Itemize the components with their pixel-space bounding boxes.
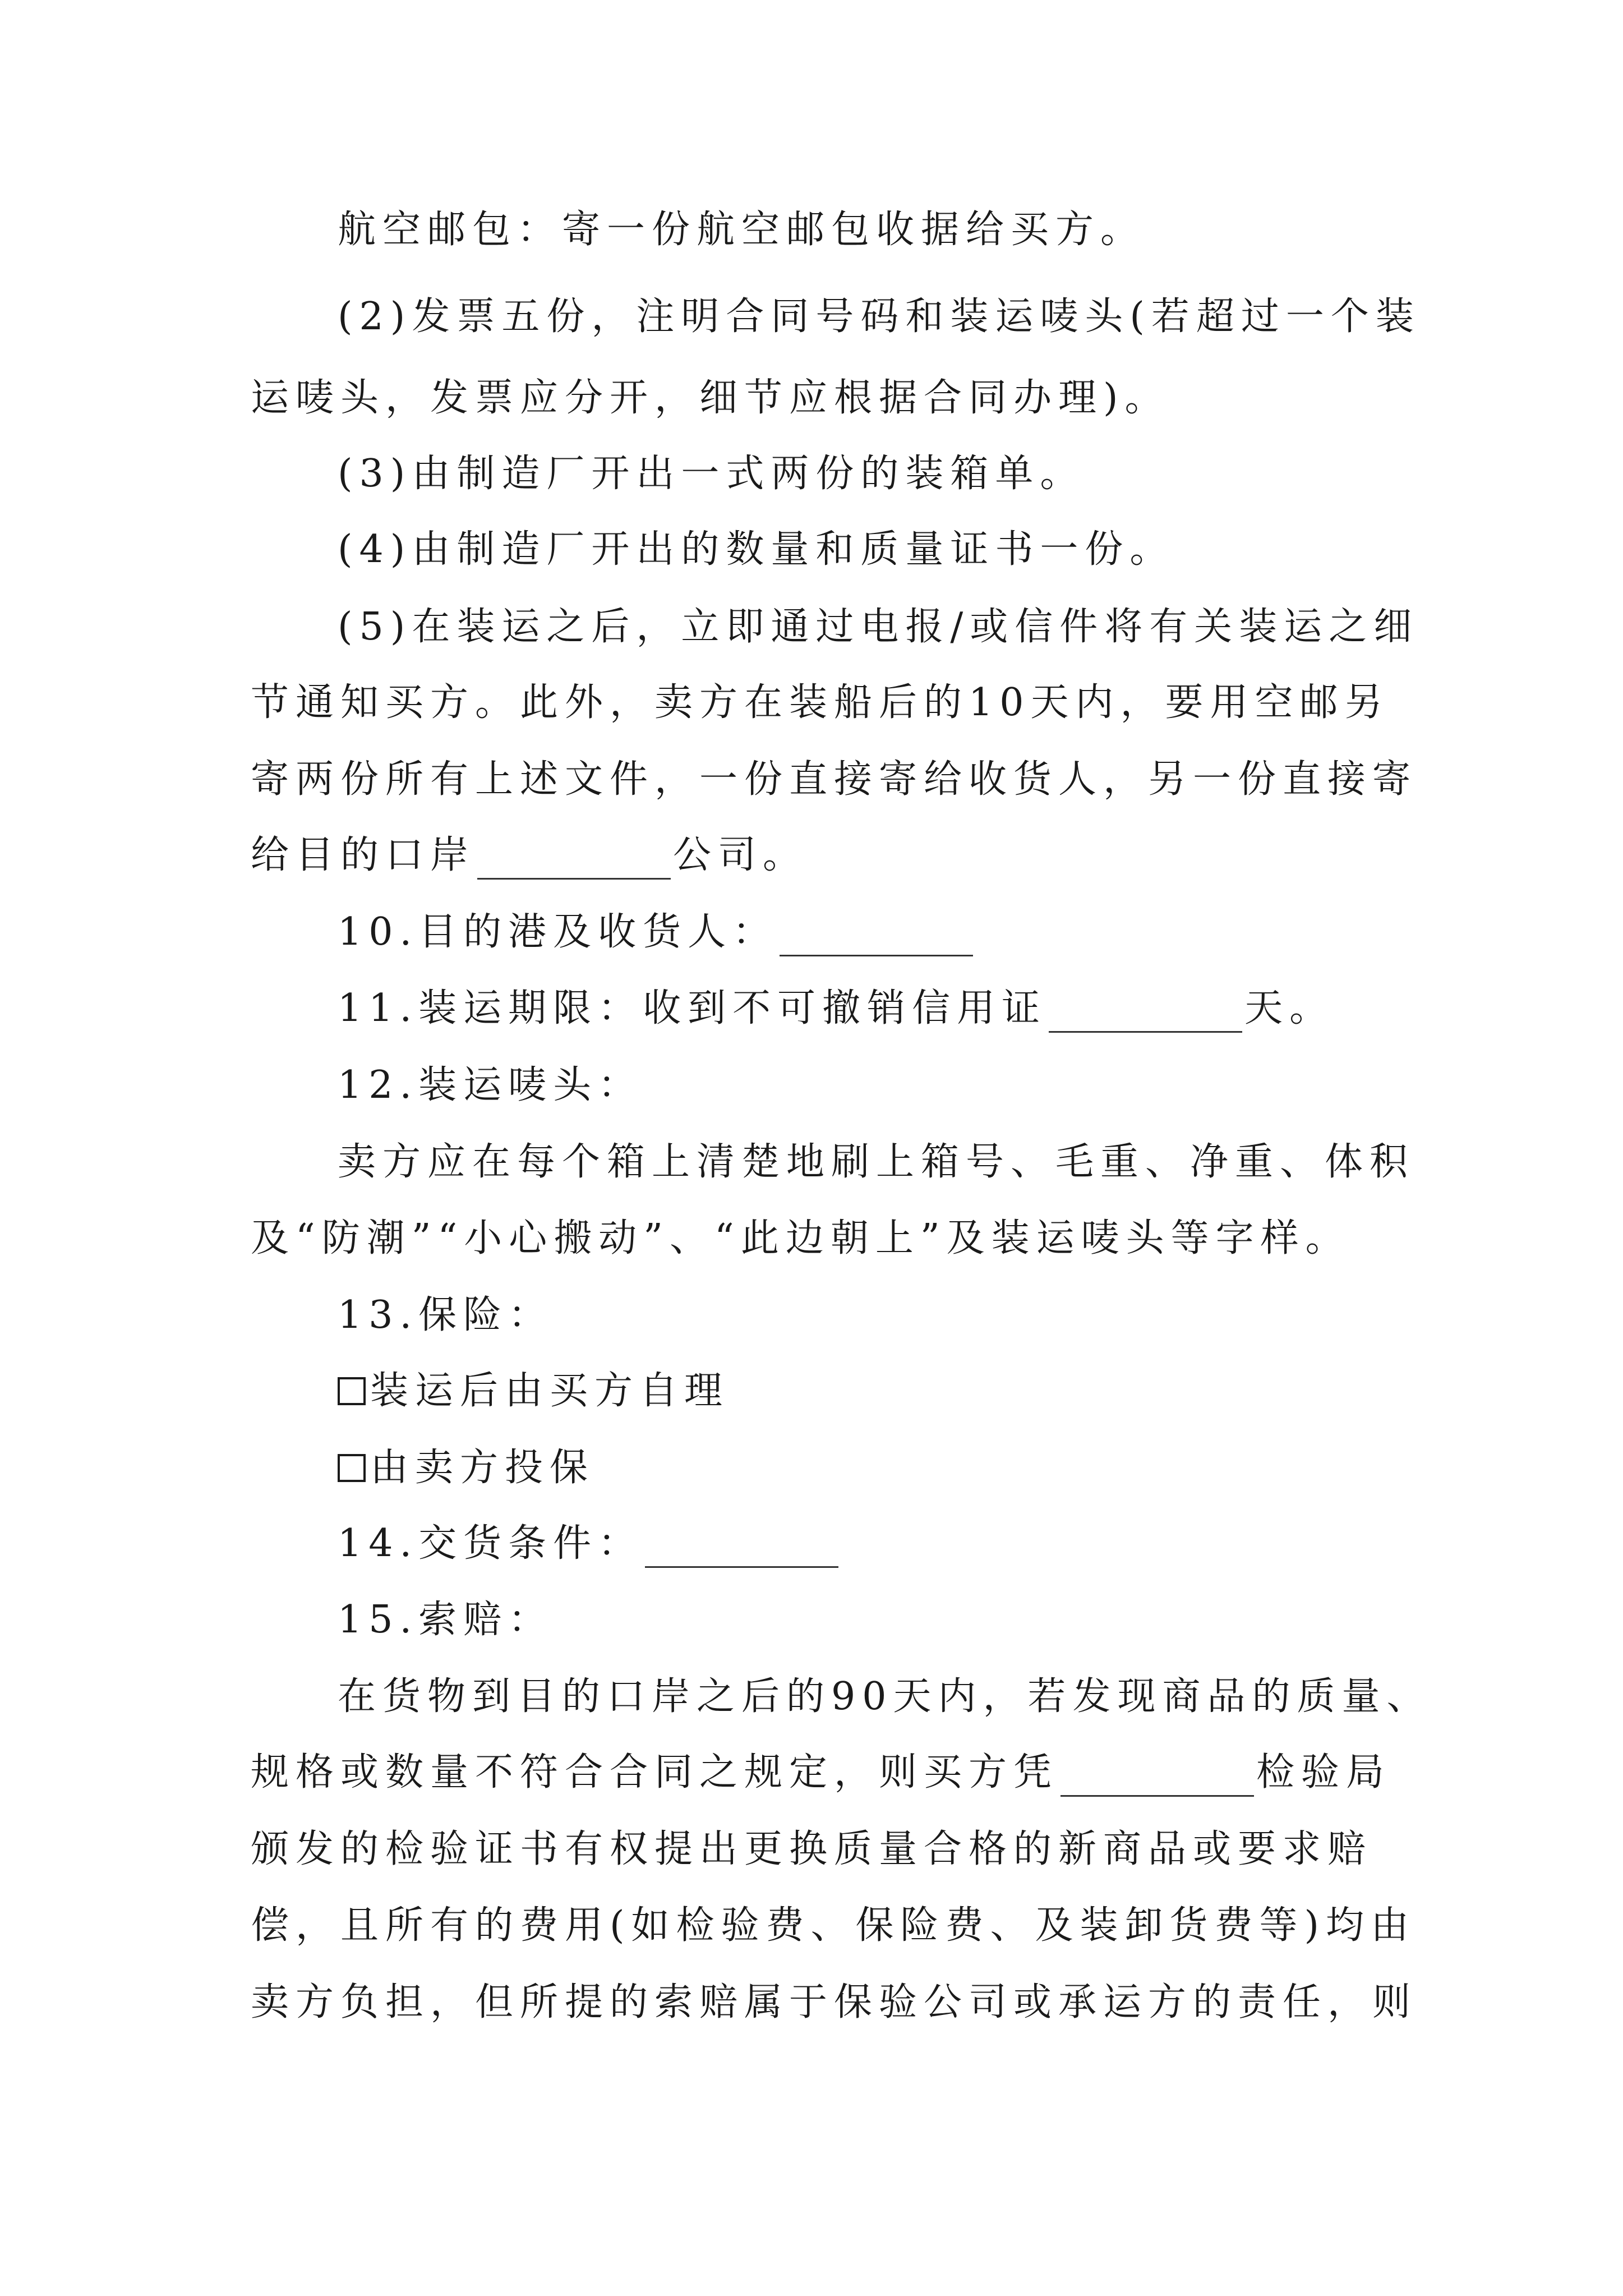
item-label: 13.保险： <box>338 1293 554 1337</box>
option-label: 装运后由买方自理 <box>370 1369 730 1413</box>
item-14-delivery-terms <box>338 1513 841 1575</box>
text-line: 卖方负担，但所提的索赔属于保验公司或承运方的责任，则 <box>251 1980 1418 2024</box>
paragraph-invoice <box>338 286 1421 348</box>
fill-in-blank-inspection-bureau[interactable] <box>1061 1756 1254 1797</box>
text-line: 偿，且所有的费用(如检验费、保险费、及装卸货费等)均由 <box>251 1903 1416 1948</box>
paragraph-notice-cont <box>251 825 808 886</box>
text-line: 天。 <box>1244 986 1335 1030</box>
paragraph-marks-cont <box>251 1208 1350 1269</box>
text-line: 检验局 <box>1256 1750 1391 1795</box>
paragraph-invoice-cont <box>251 367 1170 429</box>
text-line: 在货物到目的口岸之后的90天内，若发现商品的质量、 <box>338 1674 1432 1719</box>
paragraph-marks <box>338 1131 1414 1193</box>
text-line: (2)发票五份，注明合同号码和装运唛头(若超过一个装 <box>338 295 1421 339</box>
text-line: 运唛头，发票应分开，细节应根据合同办理)。 <box>251 376 1170 420</box>
text-line: 公司。 <box>673 833 808 877</box>
fill-in-blank-delivery-terms[interactable] <box>645 1527 838 1568</box>
insurance-option-buyer[interactable] <box>338 1360 729 1422</box>
text-line: 颁发的检验证书有权提出更换质量合格的新商品或要求赔 <box>251 1827 1373 1871</box>
item-label: 14.交货条件： <box>338 1521 643 1566</box>
text-line: (4)由制造厂开出的数量和质量证书一份。 <box>338 527 1175 572</box>
option-label: 由卖方投保 <box>370 1446 595 1490</box>
paragraph-claims <box>338 1666 1432 1728</box>
paragraph-notice <box>338 596 1418 658</box>
text-line: (3)由制造厂开出一式两份的装箱单。 <box>338 452 1085 496</box>
paragraph-claims-cont <box>251 1819 1372 1880</box>
paragraph-claims-cont <box>251 1742 1391 1803</box>
checkbox[interactable] <box>338 1377 366 1405</box>
paragraph-packing-list <box>338 443 1085 505</box>
paragraph-claims-cont <box>251 1972 1417 2033</box>
text-line: 卖方应在每个箱上清楚地刷上箱号、毛重、净重、体积 <box>338 1140 1415 1184</box>
item-11-shipment-period <box>338 978 1334 1039</box>
text-line: (5)在装运之后，立即通过电报/或信件将有关装运之细 <box>338 605 1419 649</box>
fill-in-blank-days[interactable] <box>1049 992 1242 1033</box>
item-12-shipping-marks <box>338 1055 643 1116</box>
paragraph-claims-cont <box>251 1895 1415 1957</box>
paragraph-airmail <box>338 199 1145 261</box>
item-13-insurance <box>338 1285 553 1346</box>
text-line: 及“防潮”“小心搬动”、“此边朝上”及装运唛头等字样。 <box>251 1216 1350 1260</box>
text-line: 节通知买方。此外，卖方在装船后的10天内，要用空邮另 <box>251 680 1390 725</box>
fill-in-blank-consignee[interactable] <box>780 915 973 956</box>
text-line: 规格或数量不符合合同之规定，则买方凭 <box>251 1750 1059 1795</box>
checkbox[interactable] <box>338 1454 366 1482</box>
insurance-option-seller[interactable] <box>338 1437 594 1499</box>
item-label: 10.目的港及收货人： <box>338 910 778 954</box>
item-15-claims <box>338 1589 553 1651</box>
item-label: 12.装运唛头： <box>338 1063 643 1107</box>
text-line: 给目的口岸 <box>251 833 476 877</box>
item-10-destination <box>338 901 975 963</box>
text-line: 航空邮包：寄一份航空邮包收据给买方。 <box>338 208 1146 252</box>
paragraph-notice-cont <box>251 749 1417 811</box>
paragraph-certificate <box>338 519 1174 581</box>
fill-in-blank-port-company[interactable] <box>477 839 671 880</box>
item-label: 11.装运期限：收到不可撤销信用证 <box>338 986 1047 1030</box>
item-label: 15.索赔： <box>338 1598 554 1642</box>
text-line: 寄两份所有上述文件，一份直接寄给收货人，另一份直接寄 <box>251 757 1418 802</box>
paragraph-notice-cont <box>251 672 1390 734</box>
